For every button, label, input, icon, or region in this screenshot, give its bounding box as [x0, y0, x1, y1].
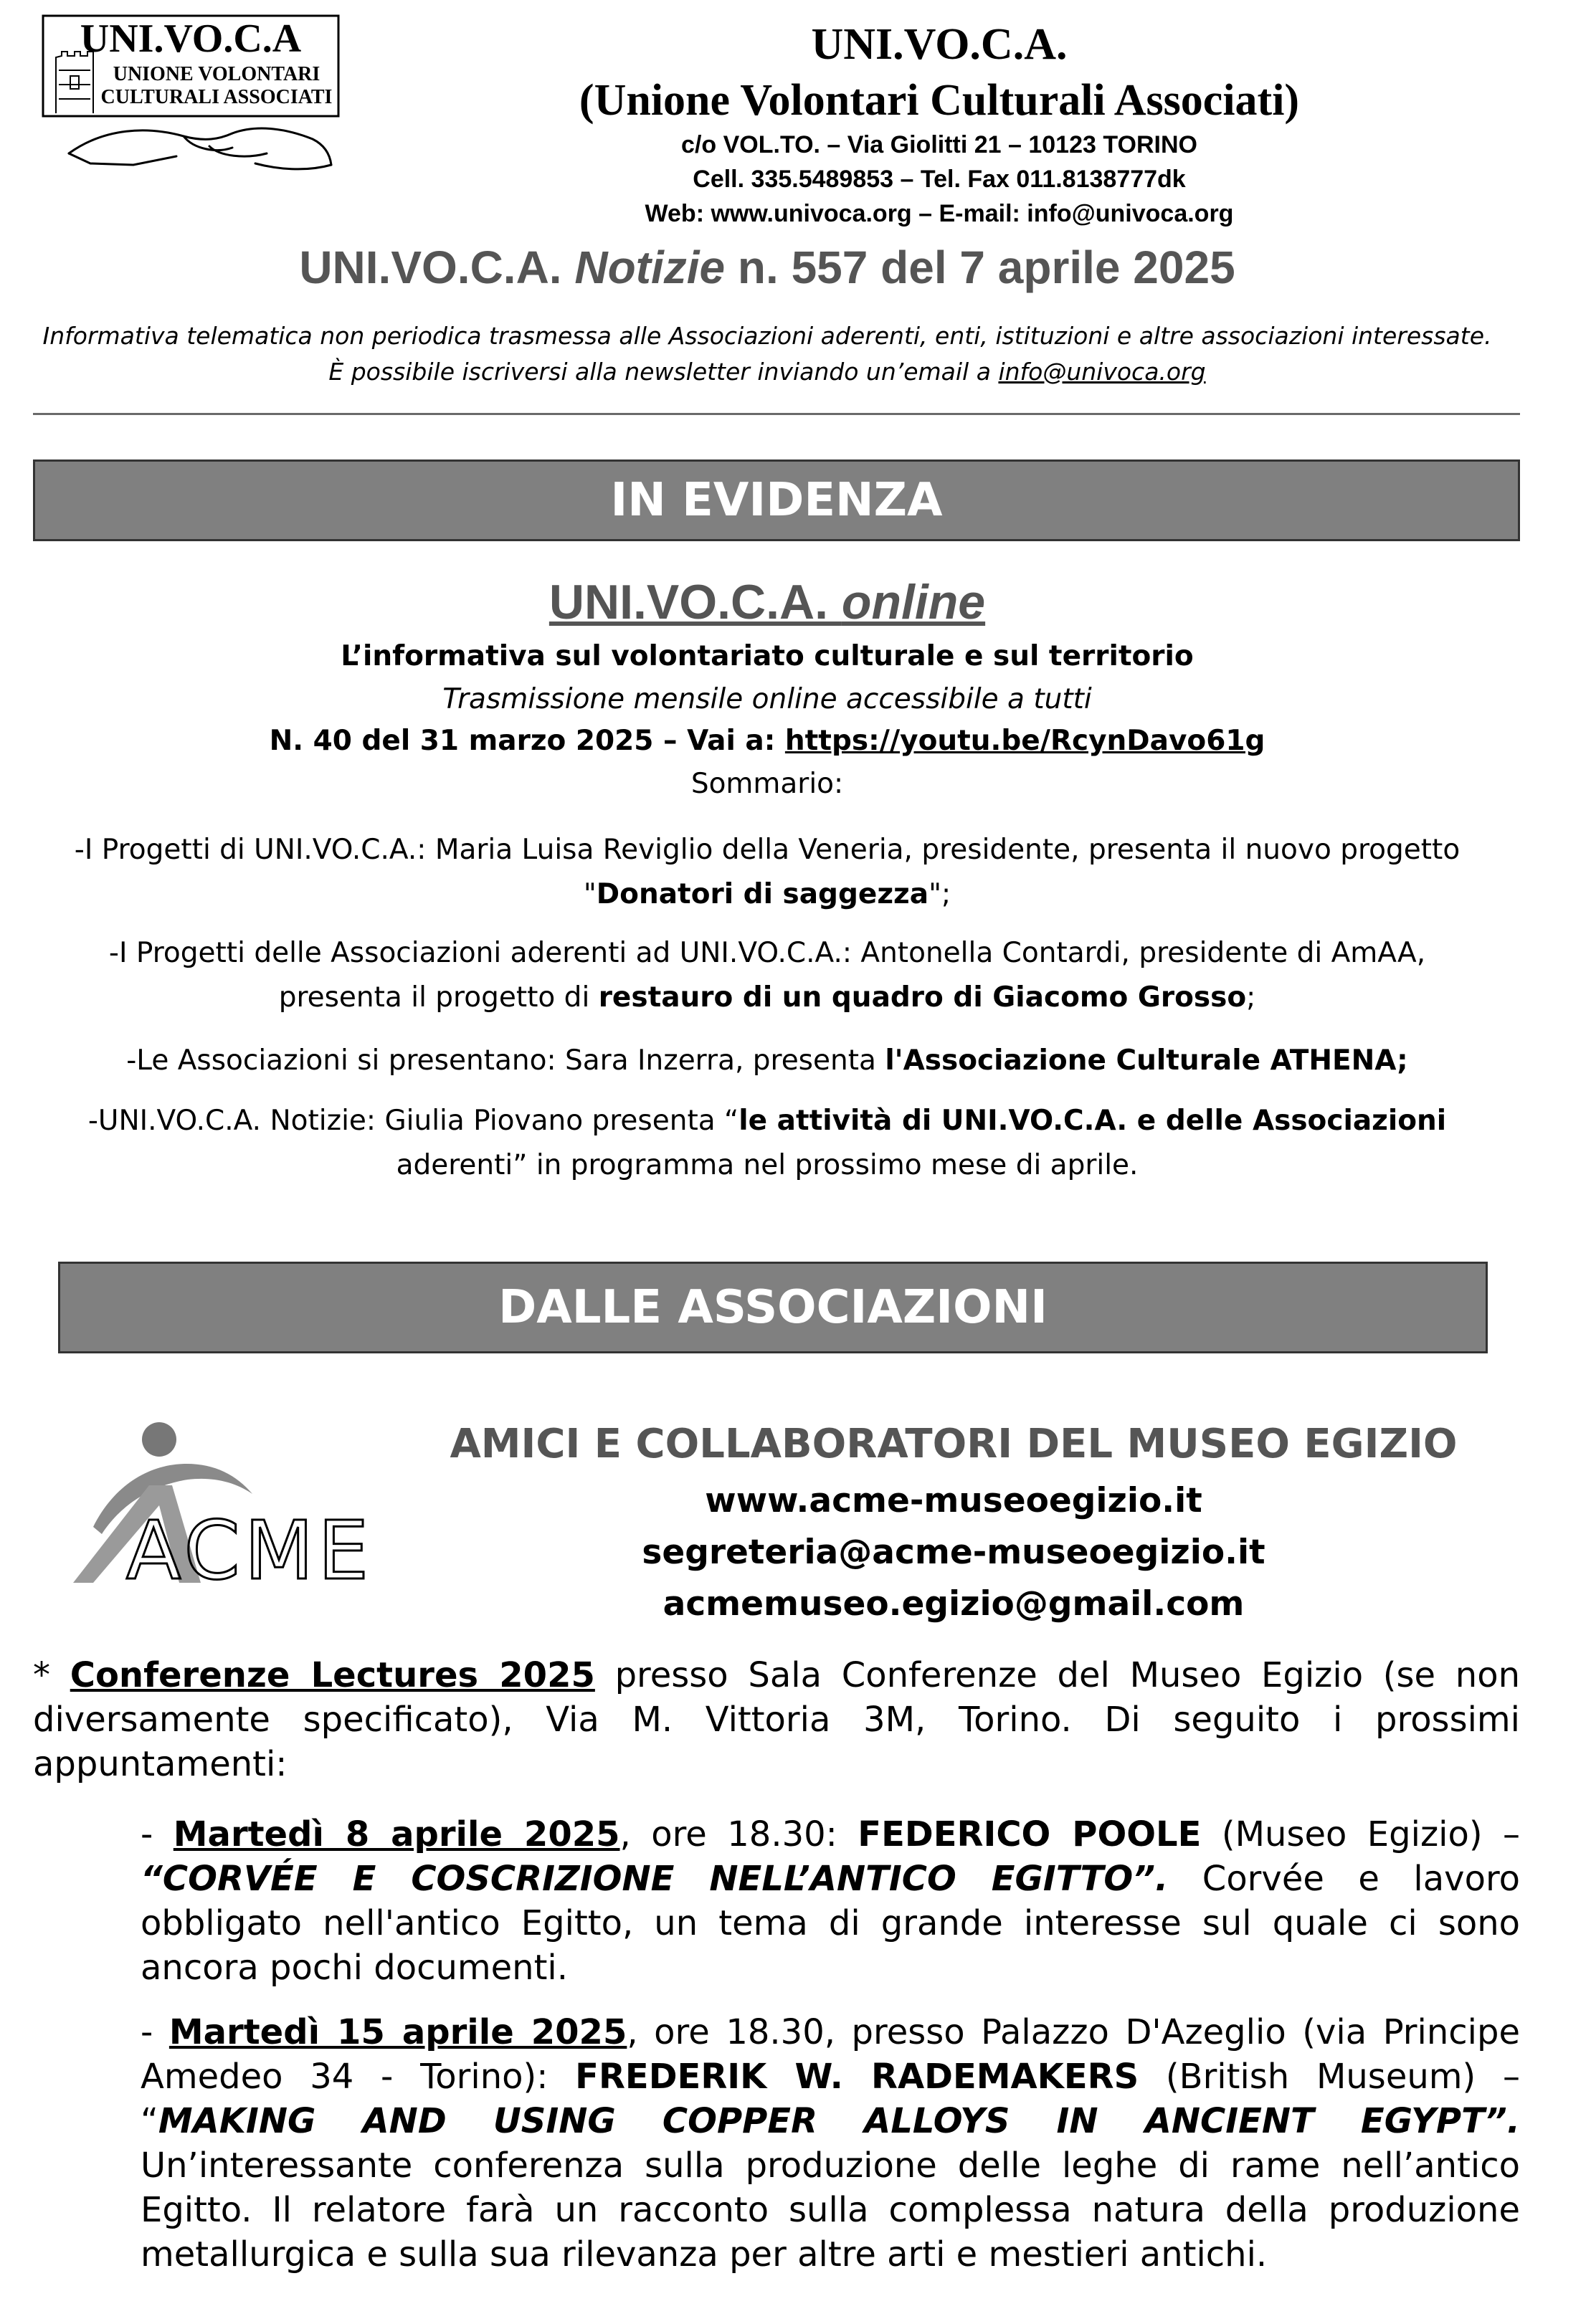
- event-1-time: , ore 18.30:: [619, 1814, 858, 1854]
- event-2-dash: -: [141, 2012, 169, 2052]
- summary-item-2-line-2: [0, 976, 1534, 1019]
- info-line-1: Informativa telematica non periodica trasmessa alle Associazioni aderenti, enti, istituzioni e altre associazioni interessate.: [42, 322, 1492, 350]
- restauro-project: restauro di un quadro di Giacomo Grosso: [598, 981, 1247, 1014]
- header-subtitle: (Unione Volontari Culturali Associati): [579, 76, 1300, 125]
- issue-prefix: UNI.VO.C.A.: [299, 242, 575, 293]
- event-2-date: Martedì 15 aprile 2025: [168, 2012, 627, 2052]
- episode-text: N. 40 del 31 marzo 2025 – Vai a:: [269, 725, 785, 757]
- header-phones: Cell. 335.5489853 – Tel. Fax 011.8138777dk: [693, 166, 1186, 193]
- acme-email-segreteria[interactable]: segreteria@acme-museoegizio.it: [642, 1533, 1265, 1572]
- issue-suffix: n. 557 del 7 aprile 2025: [725, 242, 1235, 293]
- summary-item-2-line-1: -I Progetti delle Associazioni aderenti ad UNI.VO.C.A.: Antonella Contardi, presidente di AmAA,: [108, 937, 1426, 969]
- summary-label: Sommario:: [690, 768, 844, 800]
- episode-youtube-link[interactable]: https://youtu.be/RcynDavo61g: [784, 725, 1265, 757]
- summary-item-3: [0, 1039, 1534, 1082]
- item-2-prefix: presenta il progetto di: [278, 981, 599, 1014]
- univoca-logo: [40, 13, 341, 178]
- header-divider: [33, 413, 1520, 415]
- logo-line-3: CULTURALI ASSOCIATI: [100, 86, 333, 108]
- header-web-email: Web: www.univoca.org – E-mail: info@univoca.org: [645, 200, 1234, 227]
- summary-item-1-line-1: -I Progetti di UNI.VO.C.A.: Maria Luisa Reviglio della Veneria, presidente, presenta il nuovo progetto: [74, 834, 1461, 866]
- event-1-title: “CORVÉE E COSCRIZIONE NELL’ANTICO EGITTO”.: [141, 1859, 1169, 1899]
- in-evidenza-banner: IN EVIDENZA: [33, 459, 1520, 541]
- event-2-title: MAKING AND USING COPPER ALLOYS IN ANCIENT EGYPT”.: [158, 2101, 1520, 2141]
- online-episode: [0, 720, 1534, 763]
- summary-item-1-line-2: [0, 873, 1534, 916]
- intro-star: *: [33, 1655, 70, 1695]
- attivita-bold: le attività di UNI.VO.C.A. e delle Associazioni: [738, 1105, 1447, 1137]
- acme-org-name: AMICI E COLLABORATORI DEL MUSEO EGIZIO: [450, 1421, 1458, 1467]
- event-1-dash: -: [141, 1814, 174, 1854]
- event-2-affiliation: (British Museum) – “: [141, 2057, 1520, 2141]
- logo-line-2: UNIONE VOLONTARI: [113, 63, 320, 85]
- summary-item-4-line-2: aderenti” in programma nel prossimo mese di aprile.: [396, 1149, 1139, 1181]
- intro-rest: presso Sala Conferenze del Museo Egizio (se non diversamente specificato), Via M. Vittoria 3M, Torino. Di seguito i prossimi appuntamenti:: [33, 1655, 1520, 1784]
- subscribe-email-link[interactable]: info@univoca.org: [998, 358, 1206, 386]
- header-address: c/o VOL.TO. – Via Giolitti 21 – 10123 TORINO: [681, 131, 1197, 158]
- donatori-project: Donatori di saggezza: [596, 878, 929, 910]
- issue-title: [0, 237, 1534, 298]
- summary-item-4-line-1: [0, 1100, 1534, 1143]
- conferenze-intro: [33, 1653, 1520, 1786]
- acme-logo: [65, 1419, 366, 1584]
- event-2-speaker: FREDERIK W. RADEMAKERS: [575, 2057, 1139, 2097]
- event-2-description: Un’interessante conferenza sulla produzione delle leghe di rame nell’antico Egitto. Il relatore farà un racconto sulla complessa natura della produzione metallurgica e sulla sua rilevanza per altre arti e mestieri antichi.: [141, 2146, 1520, 2275]
- online-tagline: L’informativa sul volontariato culturale e sul territorio: [341, 640, 1194, 672]
- acme-logo-text: ACME: [125, 1505, 366, 1584]
- conferenze-link[interactable]: Conferenze Lectures 2025: [70, 1655, 595, 1695]
- logo-main-text: UNI.VO.C.A: [80, 16, 302, 61]
- header-title: UNI.VO.C.A.: [811, 20, 1068, 69]
- online-title: [0, 570, 1534, 634]
- info-line-2-text: È possibile iscriversi alla newsletter inviando un’email a: [328, 358, 999, 386]
- athena-association: l'Associazione Culturale ATHENA;: [885, 1044, 1408, 1077]
- dalle-associazioni-banner: DALLE ASSOCIAZIONI: [58, 1262, 1488, 1353]
- acme-website-link[interactable]: www.acme-museoegizio.it: [705, 1481, 1202, 1520]
- acme-logo-graphic: [65, 1419, 366, 1584]
- event-1-date: Martedì 8 aprile 2025: [173, 1814, 620, 1854]
- quote-close: ";: [929, 878, 951, 910]
- quote-open: ": [583, 878, 597, 910]
- event-1-description: Corvée e lavoro obbligato nell'antico Egitto, un tema di grande interesse sul quale ci sono ancora pochi documenti.: [141, 1859, 1520, 1988]
- item-3-prefix: -Le Associazioni si presentano: Sara Inzerra, presenta: [126, 1044, 885, 1077]
- online-title-prefix: UNI.VO.C.A.: [548, 575, 842, 629]
- item-2-suffix: ;: [1246, 981, 1256, 1014]
- event-1-speaker: FEDERICO POOLE: [858, 1814, 1202, 1854]
- online-broadcast: Trasmissione mensile online accessibile a tutti: [442, 683, 1092, 715]
- event-1-affiliation: (Museo Egizio) –: [1201, 1814, 1521, 1854]
- item-4-prefix: -UNI.VO.C.A. Notizie: Giulia Piovano presenta “: [87, 1105, 739, 1137]
- online-title-italic: online: [841, 575, 986, 629]
- event-2: [141, 2010, 1520, 2277]
- acme-email-gmail[interactable]: acmemuseo.egizio@gmail.com: [662, 1584, 1245, 1624]
- info-line-2: [0, 354, 1534, 390]
- issue-notizie: Notizie: [574, 242, 726, 293]
- event-1: [141, 1812, 1520, 1990]
- event-2-time: , ore 18.30, presso Palazzo D'Azeglio (via Principe Amedeo 34 - Torino):: [141, 2012, 1521, 2097]
